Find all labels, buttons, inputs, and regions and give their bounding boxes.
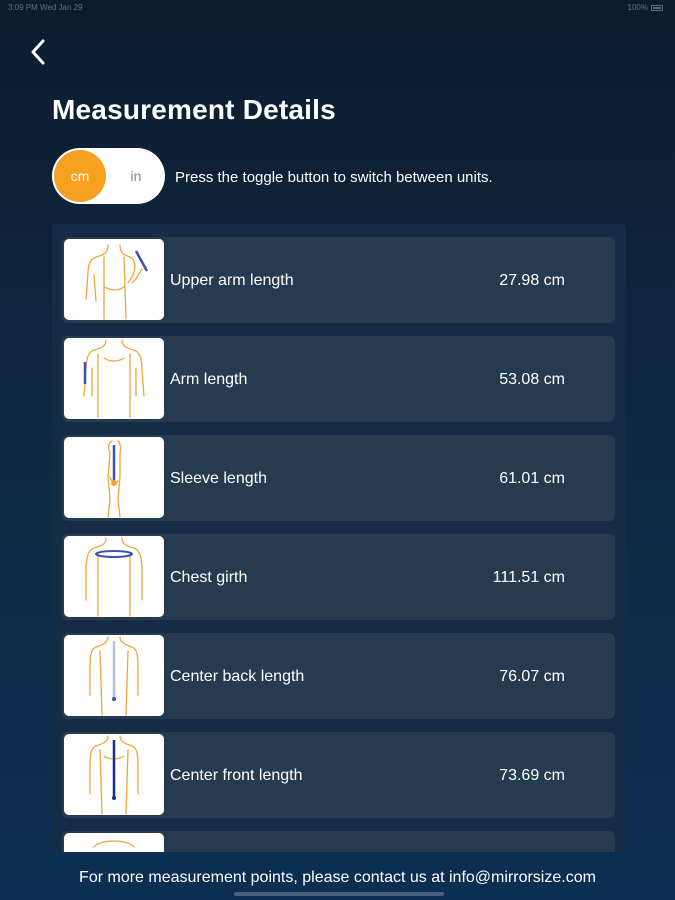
measurement-value: 61.01 cm: [499, 470, 565, 487]
measurement-row-partial[interactable]: [62, 831, 615, 852]
measurement-list[interactable]: [52, 224, 626, 852]
chevron-left-icon: [28, 38, 48, 66]
battery-icon: [651, 5, 663, 11]
measurement-label: Arm length: [170, 371, 248, 388]
back-button[interactable]: [22, 36, 54, 68]
status-battery: 100%: [628, 3, 663, 12]
measurement-value: 73.69 cm: [499, 767, 565, 784]
status-time: 3:09 PM Wed Jan 29: [8, 3, 83, 12]
front-figure-icon: [64, 734, 164, 815]
home-indicator[interactable]: [234, 892, 444, 896]
measurement-row-center-back-length[interactable]: [62, 633, 615, 719]
measurement-label: Chest girth: [170, 569, 248, 586]
measurement-label: Upper arm length: [170, 272, 294, 289]
measurement-row-arm-length[interactable]: [62, 336, 615, 422]
measurement-row-center-front-length[interactable]: [62, 732, 615, 818]
status-bar: [0, 0, 675, 16]
figure-icon: [64, 833, 164, 852]
chest-figure-icon: [64, 536, 164, 617]
sleeve-figure-icon: [64, 437, 164, 518]
upper-arm-figure-icon: [64, 239, 164, 320]
measurement-value: 111.51 cm: [492, 569, 565, 586]
back-figure-icon: [64, 635, 164, 716]
measurement-value: 53.08 cm: [499, 371, 565, 388]
measurement-row-sleeve-length[interactable]: [62, 435, 615, 521]
measurement-value: 27.98 cm: [499, 272, 565, 289]
page-title: Measurement Details: [52, 94, 336, 125]
measurement-row-chest-girth[interactable]: [62, 534, 615, 620]
toggle-option-cm[interactable]: cm: [70, 168, 90, 184]
measurement-label: Sleeve length: [170, 470, 267, 487]
measurement-label: Center back length: [170, 668, 305, 685]
unit-toggle[interactable]: [52, 148, 165, 204]
toggle-option-in[interactable]: in: [130, 168, 142, 184]
measurement-label: Center front length: [170, 767, 303, 784]
arm-figure-icon: [64, 338, 164, 419]
toggle-hint: Press the toggle button to switch between units.: [175, 169, 493, 186]
measurement-row-upper-arm-length[interactable]: [62, 237, 615, 323]
measurement-value: 76.07 cm: [499, 668, 565, 685]
footer-contact-text: For more measurement points, please contact us at info@mirrorsize.com: [79, 869, 596, 886]
